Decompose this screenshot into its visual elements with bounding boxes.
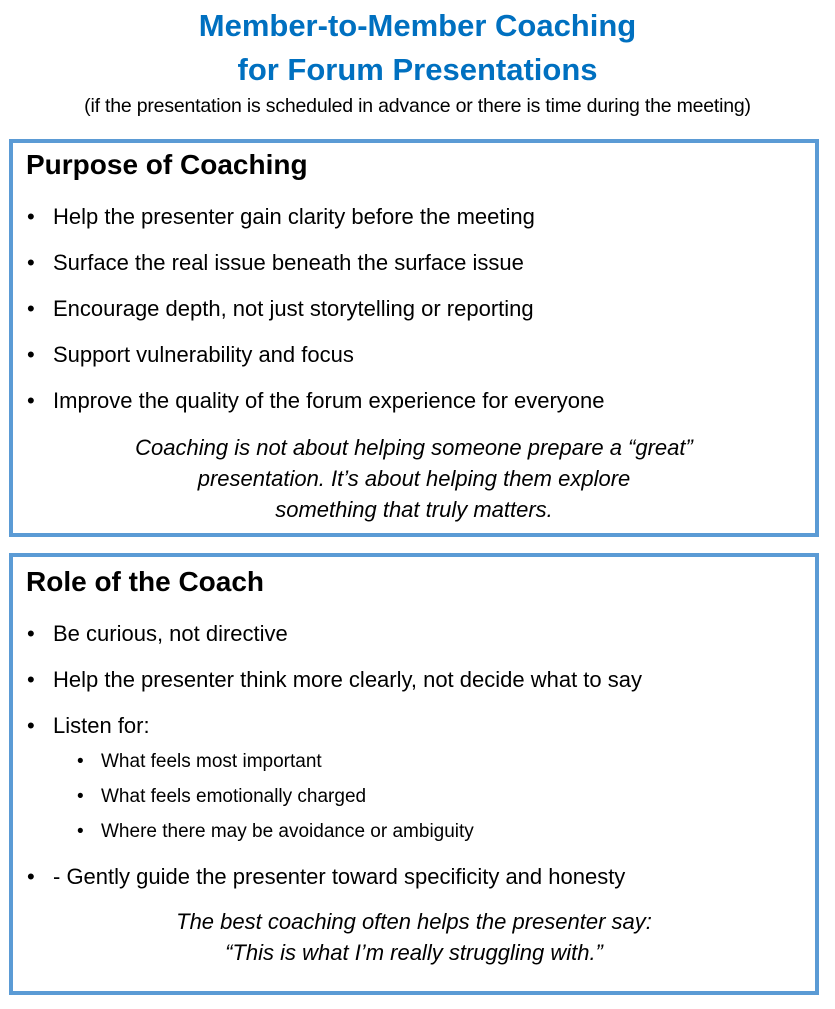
list-item [27,711,150,741]
section-heading: Purpose of Coaching [26,149,308,180]
bullet-icon: • [27,204,35,229]
list-item [27,202,535,232]
quote [13,906,815,968]
sub-list-item [77,749,322,775]
quote-line: presentation. It’s about helping them explore [197,466,631,491]
sub-list-item [77,784,366,810]
list-item-text: What feels emotionally charged [101,786,367,807]
list-item-text: Help the presenter gain clarity before the meeting [53,204,535,229]
quote-line: Coaching is not about helping someone prepare a “great” [135,435,693,460]
bullet-icon: • [27,713,35,738]
list-item-text: Help the presenter think more clearly, not decide what to say [53,667,643,692]
list-item-text: Encourage depth, not just storytelling or reporting [53,296,534,321]
title-line-2: for Forum Presentations [237,52,598,87]
list-item [27,862,625,892]
list-item-text: Be curious, not directive [53,621,288,646]
bullet-icon: • [77,786,84,807]
purpose-section [9,139,819,537]
bullet-icon: • [27,667,35,692]
bullet-icon: • [27,342,35,367]
list-item-text: Where there may be avoidance or ambiguity [101,821,474,842]
bullet-icon: • [27,388,35,413]
page-title [0,4,835,92]
list-item-text: What feels most important [101,751,322,772]
title-line-1: Member-to-Member Coaching [198,8,637,43]
subtitle: (if the presentation is scheduled in advance or there is time during the meeting) [84,95,751,117]
bullet-icon: • [27,250,35,275]
quote-line: “This is what I’m really struggling with.” [225,940,603,965]
bullet-icon: • [77,821,84,842]
list-item [27,248,524,278]
list-item-text: Listen for: [53,713,150,738]
role-section [9,553,819,995]
list-item-text: Surface the real issue beneath the surface issue [53,250,524,275]
bullet-icon: • [27,296,35,321]
list-item [27,386,605,416]
quote-line: The best coaching often helps the presenter say: [176,909,652,934]
list-item [27,340,354,370]
list-item-text: - Gently guide the presenter toward specificity and honesty [53,864,626,889]
list-item [27,294,534,324]
quote [13,432,815,525]
sub-list-item [77,819,474,845]
list-item [27,619,288,649]
bullet-icon: • [27,621,35,646]
list-item-text: Support vulnerability and focus [53,342,354,367]
section-heading: Role of the Coach [26,566,265,597]
list-item-text: Improve the quality of the forum experience for everyone [53,388,605,413]
quote-line: something that truly matters. [275,497,553,522]
list-item [27,665,642,695]
bullet-icon: • [27,864,35,889]
bullet-icon: • [77,751,84,772]
